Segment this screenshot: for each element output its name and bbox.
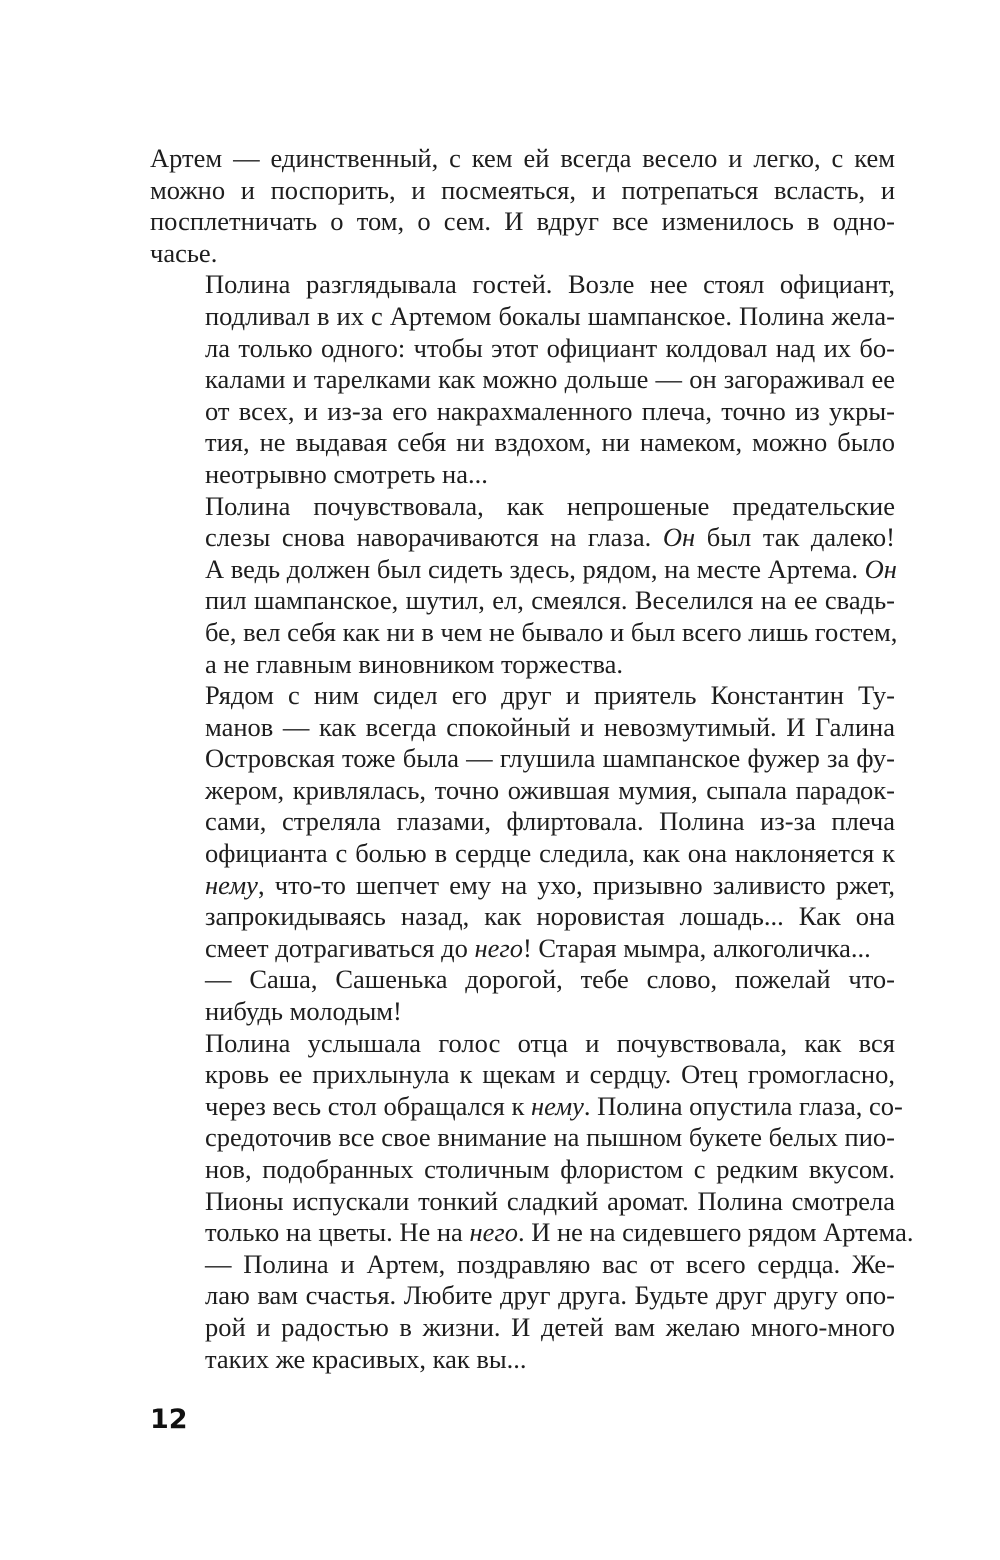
text-line: через весь стол обращался к нему. Полина опустила глаза, со-: [205, 1090, 903, 1121]
emphasis: него: [474, 932, 523, 963]
text-line: кровь ее прихлынула к щекам и сердцу. Отец громогласно,: [205, 1059, 895, 1090]
emphasis: Он: [864, 553, 897, 584]
text-line: запрокидываясь назад, как норовистая лошадь... Как она: [205, 901, 895, 932]
text-line: нибудь молодым!: [205, 996, 402, 1027]
text-line: таких же красивых, как вы...: [205, 1343, 527, 1374]
paragraph: [150, 1249, 895, 1375]
body-text: [150, 143, 914, 1375]
text-line: от всех, и из-за его накрахмаленного плеча, точно из укры-: [205, 395, 895, 426]
text-line: — Саша, Сашенька дорогой, тебе слово, пожелай что-: [205, 964, 895, 995]
text-line: пил шампанское, шутил, ел, смеялся. Веселился на ее свадь-: [205, 585, 895, 616]
emphasis: него: [469, 1217, 518, 1248]
text-line: Полина услышала голос отца и почувствовала, как вся: [205, 1027, 895, 1058]
paragraph: [150, 269, 895, 490]
text-line: манов — как всегда спокойный и невозмутимый. И Галина: [205, 711, 895, 742]
text-line: Полина разглядывала гостей. Возле нее стоял официант,: [205, 269, 895, 300]
text-line: — Полина и Артем, поздравляю вас от всего сердца. Же-: [205, 1248, 895, 1279]
page-number: 12: [150, 1404, 188, 1435]
text-line: калами и тарелками как можно дольше — он загораживал ее: [205, 364, 895, 395]
text-line: официанта с болью в сердце следила, как она наклоняется к: [205, 838, 895, 869]
text-line: а не главным виновником торжества.: [205, 648, 624, 679]
text-line: подливал в их с Артемом бокалы шампанское. Полина жела-: [205, 300, 895, 331]
text-line: Рядом с ним сидел его друг и приятель Константин Ту-: [205, 680, 895, 711]
text-line: средоточив все свое внимание на пышном букете белых пио-: [205, 1122, 895, 1153]
paragraph: [150, 490, 898, 681]
emphasis: нему: [530, 1090, 584, 1121]
text-line: нов, подобранных столичным флористом с редким вкусом.: [205, 1154, 895, 1184]
emphasis: Он: [662, 522, 696, 553]
paragraph: [150, 1027, 914, 1249]
text-line: А ведь должен был сидеть здесь, рядом, на месте Артема. Он: [205, 553, 897, 584]
text-line: Островская тоже была — глушила шампанское фужер за фу-: [205, 743, 895, 774]
paragraph: [150, 143, 895, 269]
text-line: нему, что-то шепчет ему на ухо, призывно заливисто ржет,: [205, 869, 895, 900]
text-line: ла только одного: чтобы этот официант колдовал над их бо-: [205, 332, 895, 363]
text-line: жером, кривлялась, точно ожившая мумия, сыпала парадок-: [205, 774, 895, 805]
text-line: смеет дотрагиваться до него! Старая мымра, алкоголичка...: [205, 932, 871, 963]
text-line: Полина почувствовала, как непрошеные предательские: [205, 490, 895, 521]
text-line: сами, стреляла глазами, флиртовала. Полина из-за плеча: [205, 806, 895, 837]
text-line: лаю вам счастья. Любите друг друга. Будьте друг другу опо-: [205, 1280, 895, 1311]
text-line: только на цветы. Не на него. И не на сидевшего рядом Артема.: [205, 1217, 914, 1248]
text-line: Пионы испускали тонкий сладкий аромат. Полина смотрела: [205, 1185, 895, 1216]
text-line: слезы снова наворачиваются на глаза. Он был так далеко!: [205, 522, 895, 553]
text-line: Артем — единственный, с кем ей всегда весело и легко, с кем: [150, 143, 895, 173]
text-line: неотрывно смотреть на...: [205, 458, 488, 489]
text-line: бе, вел себя как ни в чем не бывало и был всего лишь гостем,: [205, 616, 898, 647]
text-line: можно и поспорить, и посмеяться, и потрепаться всласть, и: [150, 174, 895, 205]
emphasis: нему: [205, 869, 258, 900]
paragraph: [150, 680, 895, 964]
text-line: часье.: [150, 237, 218, 268]
text-line: рой и радостью в жизни. И детей вам желаю много-много: [205, 1311, 895, 1342]
text-line: тия, не выдавая себя ни вздохом, ни намеком, можно было: [205, 427, 895, 458]
paragraph: [150, 964, 895, 1027]
text-line: посплетничать о том, о сем. И вдруг все изменилось в одно-: [150, 206, 895, 237]
